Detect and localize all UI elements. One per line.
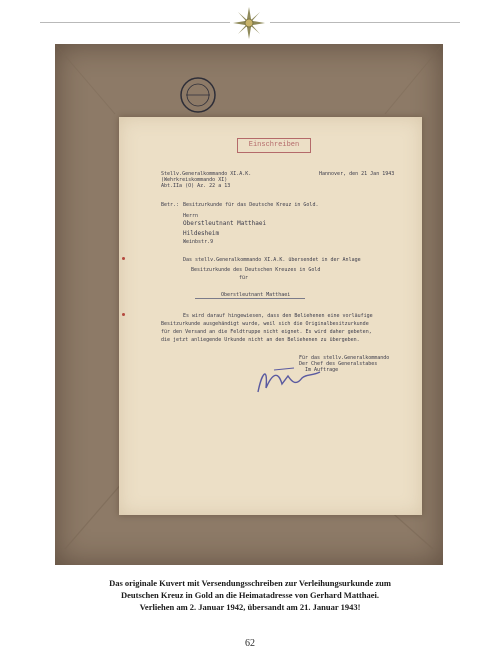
address-line: Oberstleutnant Matthaei: [183, 220, 267, 227]
figure-caption: [60, 577, 440, 613]
paragraph-line: Besitzurkunde ausgehändigt wurde, weil sich die Originalbesitzurkunde: [161, 321, 369, 327]
place-date: Hannover, den 21 Jan 1943: [319, 171, 395, 177]
sender-line: (Wehrkreiskommando XI): [161, 177, 228, 183]
sender-line: Abt.IIa (O) Az. 22 a 13: [161, 183, 231, 189]
closing-line: Im Auftrage: [305, 367, 339, 373]
page-number: 62: [245, 638, 255, 649]
closing-line: Für das stellv.Generalkommando: [299, 355, 390, 361]
star-ornament-icon: [232, 6, 266, 40]
paragraph-line: Es wird darauf hingewiesen, dass den Beliehenen eine vorläufige: [183, 313, 373, 319]
subject: Besitzurkunde für das Deutsche Kreuz in Gold.: [183, 202, 319, 208]
address-line: Hildesheim: [183, 230, 220, 237]
signature: [254, 362, 324, 396]
body-line: Das stellv.Generalkommando XI.A.K. übersendet in der Anlage: [183, 257, 361, 263]
punch-mark: [122, 257, 125, 260]
address-line: Herrn: [183, 213, 199, 219]
header-rule-right: [270, 22, 460, 23]
body-line: Besitzurkunde des Deutschen Kreuzes in Gold: [191, 267, 321, 273]
paragraph-line: die jetzt anliegende Urkunde nicht an den Beliehenen zu übergeben.: [161, 337, 360, 343]
subject-label: Betr.:: [161, 202, 180, 208]
letter-document: [119, 117, 422, 515]
recipient-rule: [195, 298, 305, 299]
address-line: Weinbstr.9: [183, 239, 214, 245]
paragraph-line: für den Versand an die Feldtruppe nicht eignet. Es wird daher gebeten,: [161, 329, 372, 335]
recipient-name: Oberstleutnant Matthaei: [221, 292, 291, 298]
closing-line: Der Chef des Generalstabes: [299, 361, 378, 367]
header-rule-left: [40, 22, 230, 23]
body-line: für: [239, 275, 249, 281]
caption-line: Verliehen am 2. Januar 1942, übersandt am 21. Januar 1943!: [139, 602, 361, 612]
einschreiben-stamp: Einschreiben: [237, 138, 311, 153]
caption-line: Deutschen Kreuz in Gold an die Heimatadresse von Gerhard Matthaei.: [121, 590, 379, 600]
sender-line: Stellv.Generalkommando XI.A.K.: [161, 171, 252, 177]
postmark-stamp: [178, 75, 218, 115]
caption-line: Das originale Kuvert mit Versendungsschreiben zur Verleihungsurkunde zum: [109, 578, 391, 588]
punch-mark: [122, 313, 125, 316]
